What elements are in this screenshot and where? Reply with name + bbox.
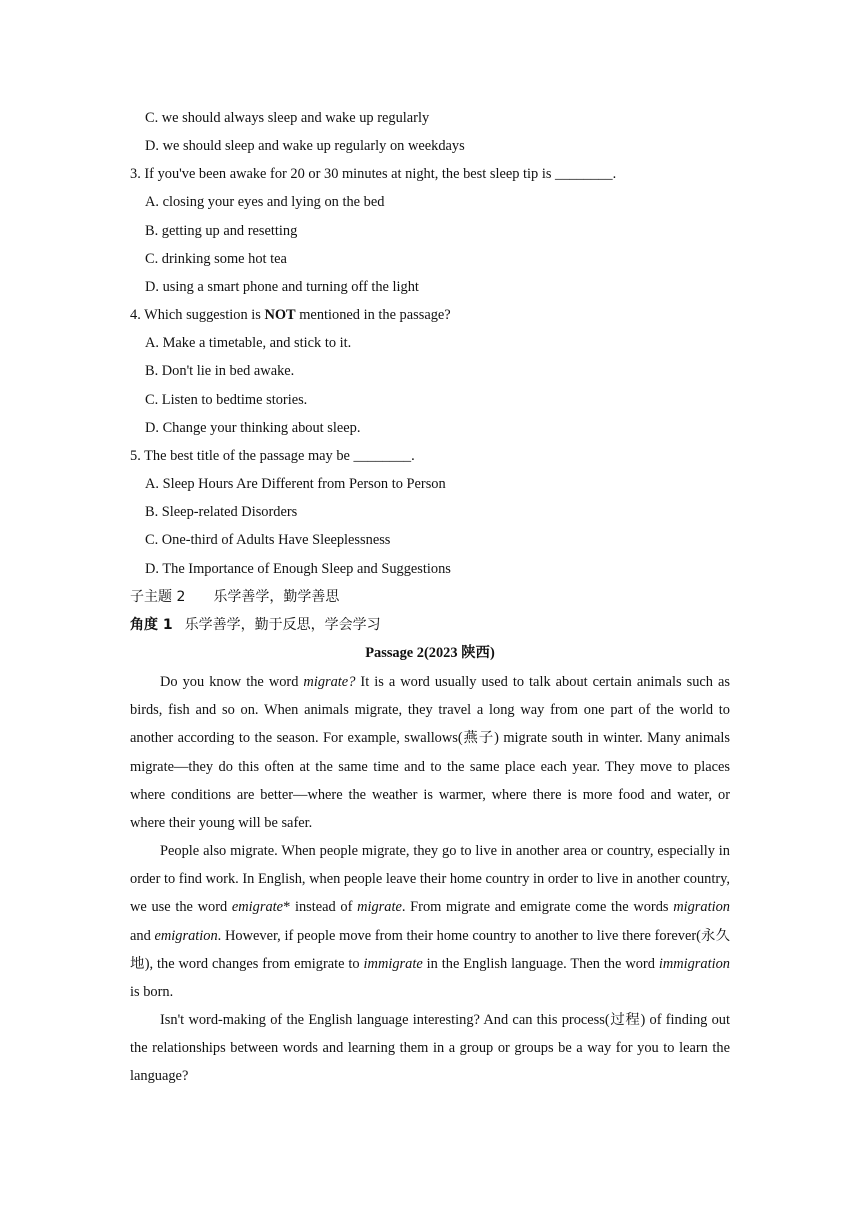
q4-stem bbox=[130, 305, 451, 325]
q3-stem: 3. If you've been awake for 20 or 30 minutes at night, the best sleep tip is ________. bbox=[130, 166, 617, 182]
italic-term: emigrate bbox=[231, 899, 284, 916]
paragraph-text: It is a word usually used to talk about certain animals such as birds, fish and so on. When animals migrate, they travel a long way from one part of the world to another according to the season. For example, swallows(燕子) migrate south in winter. Many animals migrate—they do this often at the same time and to the same place each year. They move to places where conditions are better—where the weather is warmer, where there is more food and water, or where their young will be safer. bbox=[130, 674, 730, 832]
paragraph-text: Isn't word-making of the English language interesting? And can this process(过程) of finding out the relationships between words and learning them in a group or groups be a way for you to learn the language? bbox=[130, 1012, 730, 1085]
q4-option-d: D. Change your thinking about sleep. bbox=[145, 420, 361, 436]
q4-stem-emphasis: NOT bbox=[264, 307, 296, 323]
q4-stem-after: mentioned in the passage? bbox=[295, 307, 451, 323]
paragraph-text: * instead of bbox=[283, 899, 358, 916]
subtopic-heading bbox=[130, 587, 339, 607]
q5-option-b: B. Sleep-related Disorders bbox=[145, 504, 298, 520]
q4-option-b: B. Don't lie in bed awake. bbox=[145, 363, 295, 379]
q2-option-d: D. we should sleep and wake up regularly on weekdays bbox=[145, 138, 465, 154]
passage-title: Passage 2(2023 陕西) bbox=[365, 645, 495, 661]
q4-option-a: A. Make a timetable, and stick to it. bbox=[145, 335, 352, 351]
paragraph-text: Do you know the word bbox=[160, 674, 304, 690]
subtopic-text: 乐学善学，勤学善思 bbox=[213, 589, 340, 605]
passage-paragraph-2 bbox=[130, 837, 730, 1006]
italic-term: immigrate bbox=[363, 955, 423, 972]
q3-option-c: C. drinking some hot tea bbox=[145, 251, 287, 267]
italic-term: migrate? bbox=[303, 674, 356, 690]
q5-stem: 5. The best title of the passage may be ________. bbox=[130, 448, 415, 464]
paragraph-text: is born. bbox=[130, 984, 174, 1001]
q2-option-c: C. we should always sleep and wake up regularly bbox=[145, 110, 430, 126]
passage-paragraph-1 bbox=[130, 668, 730, 837]
paragraph-text: People also migrate. When people migrate, they go to live in another area or country, especially in order to find work. In English, when people leave their home country in order to live in another country, we use the word bbox=[130, 843, 730, 916]
passage-paragraph-3 bbox=[130, 1006, 730, 1091]
paragraph-text: . However, if people move from their home country to another to live there forever(永久地), the word changes from emigrate to bbox=[130, 927, 730, 972]
angle-heading bbox=[130, 615, 381, 635]
angle-label: 角度 1 bbox=[130, 617, 173, 633]
q5-option-d: D. The Importance of Enough Sleep and Suggestions bbox=[145, 561, 451, 577]
italic-term: migrate bbox=[357, 899, 402, 916]
q5-option-c: C. One-third of Adults Have Sleeplessness bbox=[145, 532, 391, 548]
q3-option-b: B. getting up and resetting bbox=[145, 223, 298, 239]
paragraph-text: . From migrate and emigrate come the words bbox=[401, 899, 674, 916]
paragraph-text: in the English language. Then the word bbox=[422, 955, 659, 972]
paragraph-text: and bbox=[130, 927, 155, 944]
q4-option-c: C. Listen to bedtime stories. bbox=[145, 392, 308, 408]
subtopic-label: 子主题 2 bbox=[130, 589, 186, 605]
italic-term: immigration bbox=[658, 955, 730, 972]
italic-term: migration bbox=[673, 899, 730, 916]
q4-stem-before: 4. Which suggestion is bbox=[130, 307, 265, 323]
q3-option-d: D. using a smart phone and turning off the light bbox=[145, 279, 419, 295]
angle-text: 乐学善学，勤于反思，学会学习 bbox=[184, 617, 381, 633]
italic-term: emigration bbox=[154, 927, 218, 944]
q5-option-a: A. Sleep Hours Are Different from Person to Person bbox=[145, 476, 446, 492]
q3-option-a: A. closing your eyes and lying on the bed bbox=[145, 194, 385, 210]
